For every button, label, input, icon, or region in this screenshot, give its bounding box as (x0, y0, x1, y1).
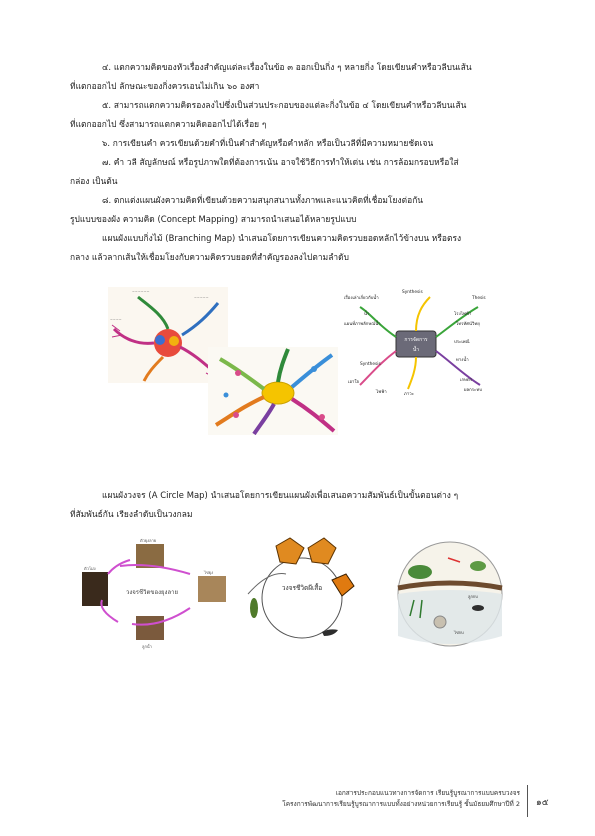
map-label: Thesis (472, 296, 486, 301)
map-label: โรงไฟฟ้า (454, 312, 472, 317)
cycle-label: ไข่กบ (454, 630, 464, 635)
map-label: ทางน้ำ (456, 358, 469, 363)
circle-map-line1: แผนผังวงจร (A Circle Map) นำเสนอโดยการเขียนแผนผังเพื่อเสนอความสัมพันธ์เป็นขั้นตอนต่าง ๆ (102, 490, 459, 500)
circle-map-text (70, 486, 540, 524)
body-text (70, 58, 540, 267)
page-footer (250, 788, 520, 810)
map-label: แผนที่ภาพลักษณ์น้ำ (344, 322, 381, 327)
cycle-label: ลูกน้ำ (142, 644, 152, 649)
butterfly-cycle-title: วงจรชีวิตผีเสื้อ (281, 584, 323, 592)
footer-line1: เอกสารประกอบแนวทางการจัดการ เรียนรู้บูรณาการแบบครบวงจร (335, 789, 520, 797)
list-item-4-line2: ที่แตกออกไป ลักษณะของกิ่งควรเอนไม่เกิน ๖๐ องศา (70, 81, 260, 91)
mosquito-life-cycle (80, 538, 228, 650)
map-label: เกษตร (460, 378, 473, 383)
map-label: ไฟฟ้า (376, 390, 387, 395)
life-cycle-collage (80, 536, 530, 651)
map-label: เรื่องเล่าเกี่ยวกับน้ำ (344, 296, 379, 301)
map-label: Synthesis (402, 290, 423, 295)
map-label: ภาวะ (404, 392, 414, 397)
list-item-6: ๖. การเขียนคำ ควรเขียนด้วยคำที่เป็นคำสำคัญหรือคำหลัก หรือเป็นวลีที่มีความหมายชัดเจน (102, 138, 434, 148)
map-label: Synthesis (360, 362, 381, 367)
cycle-label: ตัวยุงลาย (140, 538, 157, 543)
colorful-mind-map (208, 347, 338, 435)
list-item-5-line1: ๕. สามารถแตกความคิดรองลงไปซึ่งเป็นส่วนประกอบของแต่ละกิ่งในข้อ ๔ โดยเขียนคำหรือวลีบนเส้น (102, 100, 467, 110)
svg-text:~~~~: ~~~~ (110, 318, 122, 322)
branching-map-line2: กลาง แล้วลากเส้นให้เชื่อมโยงกับความคิดรวบยอดที่สำคัญรองลงไปตามลำดับ (70, 252, 349, 262)
map-label: โทรทัศน์วิทยุ (456, 322, 480, 327)
map-center-label: การจัดการ (404, 337, 428, 343)
butterfly-life-cycle (248, 538, 354, 638)
branching-map-line1: แผนผังแบบกิ่งไม้ (Branching Map) นำเสนอโดยการเขียนความคิดรวบยอดหลักไว้ข้างบน หรือตรง (102, 233, 462, 243)
structured-mind-map (340, 285, 500, 397)
map-label: ผลกระทบ (464, 388, 482, 393)
svg-text:น้ำ: น้ำ (412, 347, 420, 353)
svg-text:~~~~~~: ~~~~~~ (132, 290, 150, 294)
list-item-5-line2: ที่แตกออกไป ซึ่งสามารถแตกความคิดออกไปได้เรื่อย ๆ (70, 119, 267, 129)
circle-map-line2: ที่สัมพันธ์กัน เรียงลำดับเป็นวงกลม (70, 509, 193, 519)
mosquito-cycle-center: วงจรชีวิตของยุงลาย (125, 589, 179, 596)
cycle-label: ไข่ยุง (204, 570, 214, 575)
footer-divider (527, 785, 528, 817)
footer-line2: โครงการพัฒนาการเรียนรู้บูรณาการแบบทั้งอย่างหน่วยการเรียนรู้ ชั้นมัธยมศึกษาปีที่ 2 (282, 800, 520, 808)
page-number: ๑๕ (536, 798, 549, 808)
list-item-7-line1: ๗. คำ วลี สัญลักษณ์ หรือรูปภาพใดที่ต้องการเน้น อาจใช้วิธีการทำให้เด่น เช่น การล้อมกรอบหรือใส่ (102, 157, 459, 167)
map-label: น้ำ (364, 312, 370, 317)
svg-text:~~~~~: ~~~~~ (194, 296, 209, 300)
map-label: ประเพณี (454, 340, 470, 345)
map-label: เอาใจ (348, 380, 360, 385)
cycle-label: ตัวโม่ง (84, 566, 96, 571)
mind-map-collage (108, 285, 500, 435)
cycle-label: ลูกกบ (468, 594, 478, 599)
frog-life-cycle (398, 542, 502, 646)
list-item-8-line1: ๘. ตกแต่งแผนผังความคิดที่เขียนด้วยความสนุกสนานทั้งภาพและแนวคิดที่เชื่อมโยงต่อกัน (102, 195, 424, 205)
life-cycle-figures (80, 536, 530, 651)
list-item-7-line2: กล่อง เป็นต้น (70, 176, 118, 186)
list-item-4-line1: ๔. แตกความคิดของหัวเรื่องสำคัญแต่ละเรื่องในข้อ ๓ ออกเป็นกิ่ง ๆ หลายกิ่ง โดยเขียนคำหรือวลีบนเส้น (102, 62, 472, 72)
concept-mapping-intro: รูปแบบของผัง ความคิด (Concept Mapping) สามารถนำเสนอได้หลายรูปแบบ (70, 214, 357, 224)
mind-map-figure (108, 285, 500, 435)
